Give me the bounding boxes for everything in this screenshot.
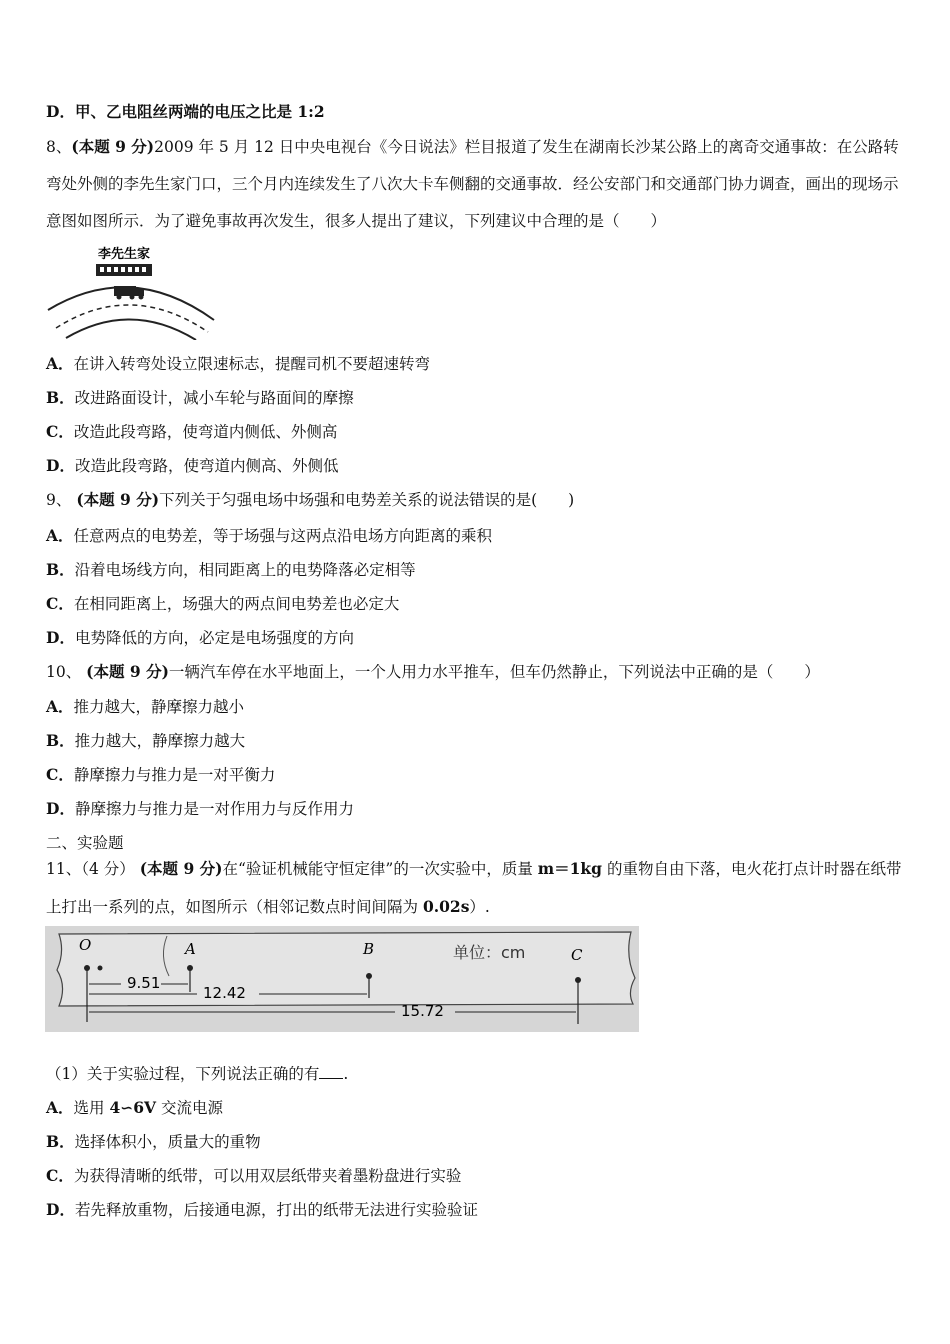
option-letter: C． <box>46 765 74 784</box>
option-letter: D． <box>46 102 75 121</box>
q8-option-b <box>46 388 354 408</box>
q9-option-c <box>46 594 399 614</box>
option-letter: D． <box>46 628 75 647</box>
option-text: 在相同距离上，场强大的两点间电势差也必定大 <box>73 595 400 613</box>
q11-option-d <box>46 1200 478 1220</box>
question-text: 2009 年 5 月 12 日中央电视台《今日说法》栏目报道了发生在湖南长沙某公路上的离奇交通事故：在公路转弯处外侧的李先生家门口，三个月内连续发生了八次大卡车侧翻的交通事故．经公安部门和交通部门协力调查，画出的现场示意图如图所示．为了避免事故再次发生，很多人提出了建议，下列建议中合理的是（ ） <box>46 138 899 230</box>
option-letter: B． <box>46 560 75 579</box>
sub-question-text: （1）关于实验过程，下列说法正确的有 <box>46 1065 320 1083</box>
question-text-cont: 的重物自由下落，电火花打点计时器在纸带上打出一系列的点，如图所示（相邻记数点时间间隔为 <box>46 860 902 916</box>
option-letter: C． <box>46 422 74 441</box>
sub-question-end: . <box>343 1065 349 1083</box>
option-letter: A． <box>46 1098 74 1117</box>
option-text: 为获得清晰的纸带，可以用双层纸带夹着墨粉盘进行实验 <box>73 1167 462 1185</box>
q10-stem <box>46 662 820 682</box>
q11-option-c <box>46 1166 461 1186</box>
q11-sub1 <box>46 1064 348 1084</box>
point-label-a: A <box>185 940 196 958</box>
option-text: 任意两点的电势差，等于场强与这两点沿电场方向距离的乘积 <box>73 527 493 545</box>
option-text: 静摩擦力与推力是一对平衡力 <box>73 766 276 784</box>
question-number: 9、 <box>46 491 72 509</box>
mass-value: m＝1kg <box>537 859 603 878</box>
point-label-c: C <box>571 946 583 964</box>
q8-stem <box>46 128 908 240</box>
question-score-tag: (本题 9 分) <box>71 137 155 156</box>
section-heading: 二、实验题 <box>46 834 124 852</box>
distance-ob: 12.42 <box>203 984 246 1002</box>
point-label-b: B <box>363 940 375 958</box>
voltage-value: 4∽6V <box>109 1098 157 1117</box>
q8-option-d <box>46 456 338 476</box>
q9-option-b <box>46 560 416 580</box>
q7-option-d <box>46 102 325 122</box>
option-text: 选用 <box>73 1099 110 1117</box>
answer-blank <box>319 1064 343 1079</box>
option-text: 静摩擦力与推力是一对作用力与反作用力 <box>74 800 354 818</box>
option-letter: B． <box>46 1132 75 1151</box>
option-text: 在讲入转弯处设立限速标志，提醒司机不要超速转弯 <box>73 355 431 373</box>
curved-road-figure <box>46 240 216 340</box>
question-score-tag: (本题 9 分) <box>86 662 169 681</box>
q11-stem <box>46 850 908 926</box>
tape-strip <box>57 932 635 1006</box>
q10-option-a <box>46 697 244 717</box>
road-center-line <box>56 305 208 332</box>
option-letter: B． <box>46 388 75 407</box>
question-points: （4 分） <box>81 860 135 878</box>
option-letter: D． <box>46 456 75 475</box>
question-text-end: ）. <box>469 898 490 916</box>
option-letter: A． <box>46 697 74 716</box>
question-score-tag: (本题 9 分) <box>139 859 223 878</box>
option-text-end: 交流电源 <box>156 1099 223 1117</box>
road-inner-edge <box>66 319 196 340</box>
option-text: 推力越大，静摩擦力越大 <box>74 732 246 750</box>
option-text: 电势降低的方向，必定是电场强度的方向 <box>74 629 354 647</box>
question-text: 下列关于匀强电场中场强和电势差关系的说法错误的是( ) <box>159 491 575 509</box>
option-text: 选择体积小，质量大的重物 <box>74 1133 261 1151</box>
option-letter: A． <box>46 526 74 545</box>
distance-oc: 15.72 <box>401 1002 444 1020</box>
option-text: 甲、乙电阻丝两端的电压之比是 1:2 <box>74 102 325 121</box>
q10-option-c <box>46 765 275 785</box>
question-text: 一辆汽车停在水平地面上，一个人用力水平推车，但车仍然静止，下列说法中正确的是（ ） <box>168 663 820 681</box>
unit-label: 单位：cm <box>453 943 526 962</box>
question-score-tag: (本题 9 分) <box>76 490 160 509</box>
question-text: 在“验证机械能守恒定律”的一次实验中，质量 <box>222 860 538 878</box>
option-letter: B． <box>46 731 75 750</box>
q11-option-a <box>46 1098 223 1118</box>
option-text: 若先释放重物，后接通电源，打出的纸带无法进行实验验证 <box>74 1201 478 1219</box>
paper-tape-figure <box>45 926 639 1032</box>
question-number: 8、 <box>46 138 72 156</box>
option-letter: A． <box>46 354 74 373</box>
option-text: 推力越大，静摩擦力越小 <box>73 698 245 716</box>
option-text: 改进路面设计，减小车轮与路面间的摩擦 <box>74 389 354 407</box>
q8-option-a <box>46 354 430 374</box>
option-text: 改造此段弯路，使弯道内侧低、外侧高 <box>73 423 338 441</box>
interval-value: 0.02s <box>422 897 470 916</box>
option-text: 改造此段弯路，使弯道内侧高、外侧低 <box>74 457 339 475</box>
option-letter: C． <box>46 594 74 613</box>
q9-stem <box>46 490 574 510</box>
option-letter: D． <box>46 1200 75 1219</box>
option-text: 沿着电场线方向，相同距离上的电势降落必定相等 <box>74 561 416 579</box>
question-number: 10、 <box>46 663 82 681</box>
q9-option-d <box>46 628 354 648</box>
q10-option-b <box>46 731 245 751</box>
q10-option-d <box>46 799 354 819</box>
q8-option-c <box>46 422 337 442</box>
distance-oa: 9.51 <box>127 974 161 992</box>
option-letter: C． <box>46 1166 74 1185</box>
figure-house-label: 李先生家 <box>98 247 151 262</box>
point-label-o: O <box>79 936 92 954</box>
option-letter: D． <box>46 799 75 818</box>
q11-option-b <box>46 1132 261 1152</box>
question-number: 11、 <box>46 860 82 878</box>
q9-option-a <box>46 526 492 546</box>
